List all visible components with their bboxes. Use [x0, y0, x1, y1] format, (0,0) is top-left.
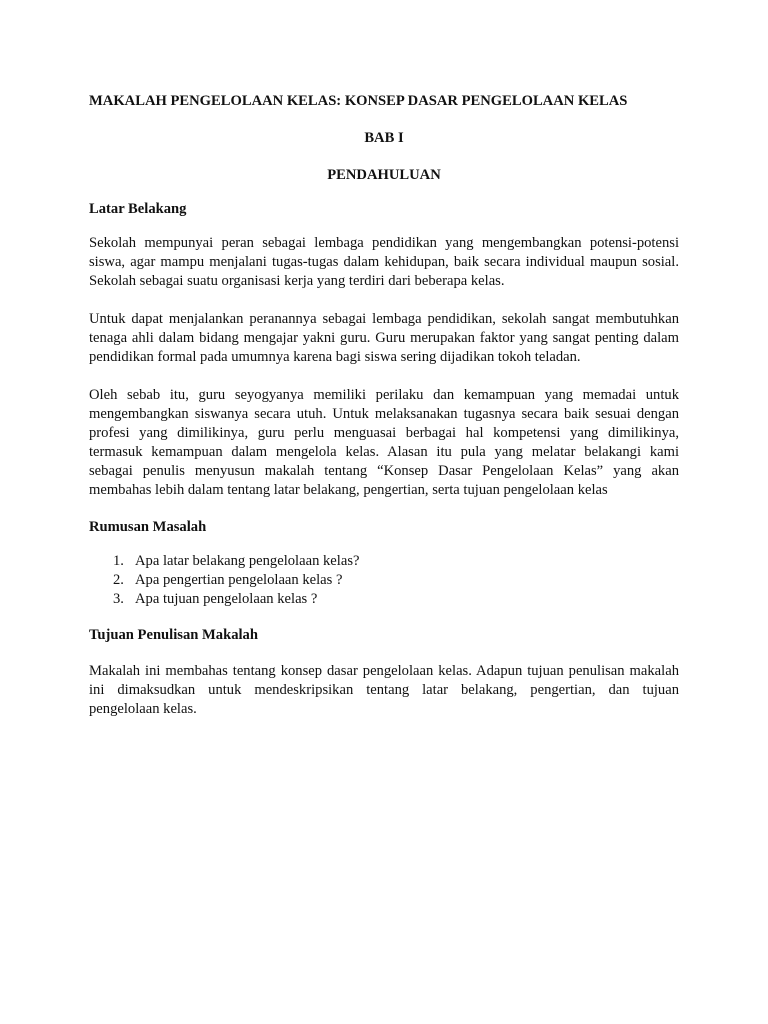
text-line: profesi yang dimilikinya, guru perlu menguasai berbagai hal kompetensi yang dimilikinya,	[89, 425, 679, 441]
text-line: siswa, agar mampu menjalani tugas-tugas dalam kehidupan, baik secara individual maupun sosial.	[89, 254, 679, 270]
list-item	[89, 571, 679, 590]
rumusan-list	[89, 552, 679, 609]
text-line: pengelolaan kelas.	[89, 701, 197, 717]
text-line: tenaga ahli dalam bidang mengajar yakni guru. Guru merupakan faktor yang sangat penting dalam	[89, 330, 679, 346]
paragraph-tujuan	[89, 662, 679, 719]
section-heading-tujuan: Tujuan Penulisan Makalah	[89, 627, 258, 643]
paragraph-latar-3	[89, 386, 679, 500]
list-item-text: Apa tujuan pengelolaan kelas ?	[135, 591, 318, 607]
list-item-number: 2.	[113, 572, 124, 588]
text-line: Makalah ini membahas tentang konsep dasar pengelolaan kelas. Adapun tujuan penulisan makalah	[89, 663, 679, 679]
list-item	[89, 590, 679, 609]
text-line: pendidikan formal pada umumnya karena bagi siswa sering dijadikan tokoh teladan.	[89, 349, 581, 365]
text-line: membahas lebih dalam tentang latar belakang, pengertian, serta tujuan pengelolaan kelas	[89, 482, 608, 498]
text-line: Oleh sebab itu, guru seyogyanya memiliki perilaku dan kemampuan yang memadai untuk	[89, 387, 679, 403]
list-item-text: Apa latar belakang pengelolaan kelas?	[135, 553, 360, 569]
text-line: Sekolah sebagai suatu organisasi kerja yang terdiri dari beberapa kelas.	[89, 273, 505, 289]
document-title: MAKALAH PENGELOLAAN KELAS: KONSEP DASAR PENGELOLAAN KELAS	[89, 93, 628, 109]
text-line: ini dimaksudkan untuk mendeskripsikan tentang latar belakang, pengertian, dan tujuan	[89, 682, 679, 698]
list-item	[89, 552, 679, 571]
text-line: termasuk kemampuan dalam mengelola kelas. Alasan itu pula yang melatar belakangi kami	[89, 444, 679, 460]
text-line: Untuk dapat menjalankan peranannya sebagai lembaga pendidikan, sekolah sangat membutuhkan	[89, 311, 679, 327]
section-heading-rumusan-masalah: Rumusan Masalah	[89, 519, 207, 535]
paragraph-latar-2	[89, 310, 679, 367]
chapter-number: BAB I	[364, 130, 404, 146]
text-line: Sekolah mempunyai peran sebagai lembaga pendidikan yang mengembangkan potensi-potensi	[89, 235, 679, 251]
list-item-number: 1.	[113, 553, 124, 569]
text-line: mengembangkan siswanya secara utuh. Untuk melaksanakan tugasnya secara baik sesuai dengan	[89, 406, 679, 422]
list-item-number: 3.	[113, 591, 124, 607]
text-line: sebagai penulis menyusun makalah tentang “Konsep Dasar Pengelolaan Kelas” yang akan	[89, 463, 679, 479]
paragraph-latar-1	[89, 234, 679, 291]
list-item-text: Apa pengertian pengelolaan kelas ?	[135, 572, 343, 588]
chapter-title: PENDAHULUAN	[327, 167, 441, 183]
section-heading-latar-belakang: Latar Belakang	[89, 201, 187, 217]
